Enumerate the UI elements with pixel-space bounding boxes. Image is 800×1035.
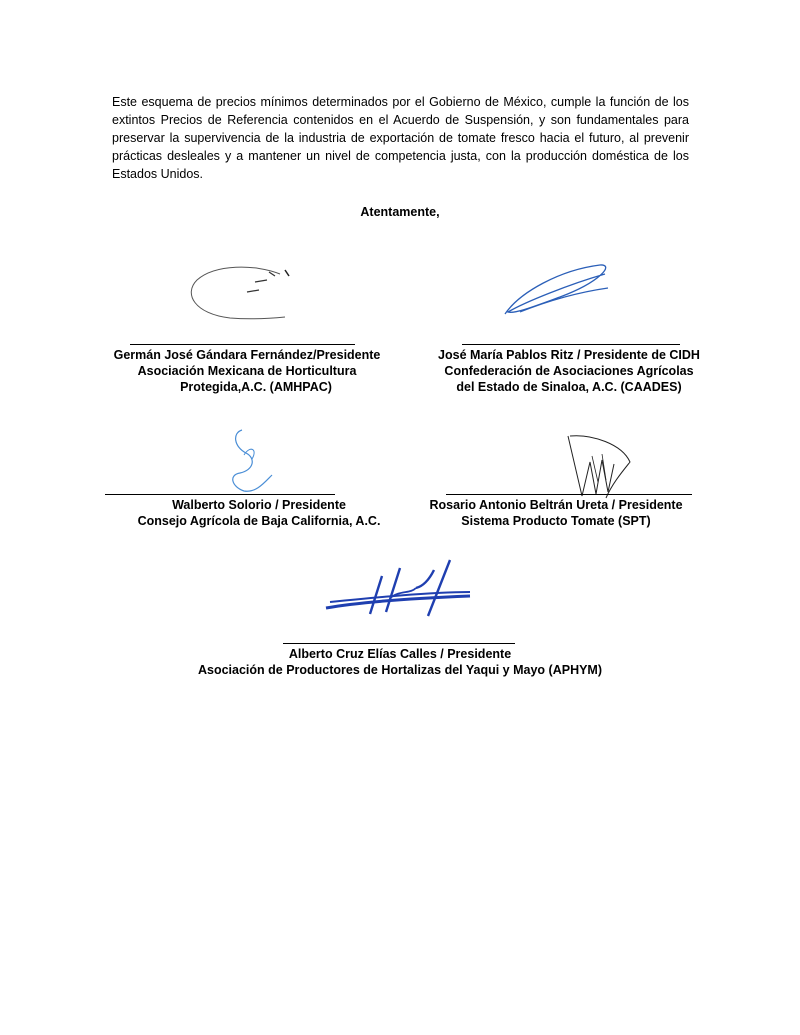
signature-line-gandara [130,344,355,345]
signatory-name: Germán José Gándara Fernández/Presidente [113,348,381,362]
signatory-beltran [418,497,694,529]
signatory-organization: Sistema Producto Tomate (SPT) [461,514,651,528]
signature-pablos [500,262,615,322]
signature-beltran [562,432,634,500]
signatory-name: Walberto Solorio / Presidente [172,498,346,512]
signatory-gandara [106,347,388,395]
signatory-pablos [424,347,714,395]
signatory-name: José María Pablos Ritz / Presidente de CIDH [438,348,700,362]
signatory-organization: del Estado de Sinaloa, A.C. (CAADES) [456,380,682,394]
body-paragraph: Este esquema de precios mínimos determinados por el Gobierno de México, cumple la función de los extintos Precios de Referencia contenidos en el Acuerdo de Suspensión, y son fundamentales para preservar la supervivencia de la industria de exportación de tomate fresco hacia el futuro, al prevenir prácticas desleales y a mantener un nivel de competencia justa, con la producción doméstica de los Estados Unidos. [112,95,689,181]
signatory-organization: Asociación de Productores de Hortalizas del Yaqui y Mayo (APHYM) [197,663,603,677]
signature-line-solorio [105,494,335,495]
signatory-organization: Consejo Agrícola de Baja California, A.C. [137,514,381,528]
signatory-name: Alberto Cruz Elías Calles / Presidente [288,647,512,661]
signatory-organization: Confederación de Asociaciones Agrícolas [444,364,694,378]
signatory-organization: Protegida,A.C. (AMHPAC) [180,380,332,394]
signature-gandara [185,262,295,324]
signature-line-beltran [446,494,692,495]
closing-salutation: Atentamente, [360,205,440,219]
signature-line-cruz [283,643,515,644]
signatory-name: Rosario Antonio Beltrán Ureta / Presidente [429,498,683,512]
signature-cruz [320,558,475,618]
signature-solorio [222,425,277,497]
signatory-solorio [106,497,412,529]
signature-line-pablos [462,344,680,345]
signatory-cruz [0,646,800,678]
signatory-organization: Asociación Mexicana de Horticultura [137,364,357,378]
